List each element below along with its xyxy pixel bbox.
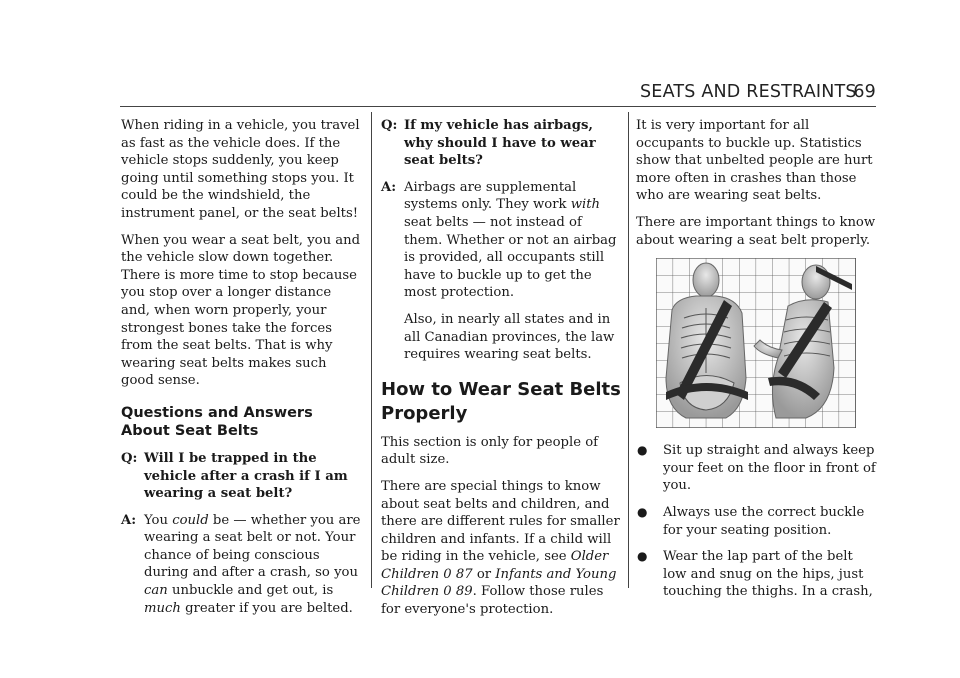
section-heading: How to Wear Seat Belts Properly	[381, 378, 621, 424]
column-2	[381, 117, 621, 628]
question-text: Will I be trapped in the vehicle after a crash if I am wearing a seat belt?	[144, 450, 348, 502]
paragraph: When riding in a vehicle, you travel as fast as the vehicle does. If the vehicle stops suddenly, you keep going until something stops you. It could be the windshield, the instrument panel, or the seat belts!	[121, 118, 360, 221]
question-label: Q:	[121, 450, 138, 466]
answer-continued: Also, in nearly all states and in all Canadian provinces, the law requires wearing seat belts.	[404, 311, 615, 363]
list-item: ● Always use the correct buckle for your seating position.	[637, 504, 865, 538]
paragraph: There are important things to know about wearing a seat belt properly.	[636, 214, 876, 248]
page-reference[interactable]: 0 87	[443, 566, 473, 582]
seat-belt-illustration	[656, 258, 856, 428]
cross-reference-link[interactable]: Older Children	[381, 549, 609, 582]
page-header	[640, 82, 876, 104]
list-item: ● Wear the lap part of the belt low and snug on the hips, just touching the thighs. In a crash,	[637, 549, 873, 600]
bullet-icon: ●	[637, 549, 648, 564]
column-1	[121, 117, 363, 626]
section-title: SEATS AND RESTRAINTS	[640, 82, 857, 102]
answer-text: You could be — whether you are wearing a seat belt or not. Your chance of being conscious during and after a crash, so you can unbuckle and get out, is much greater if you are belted.	[144, 512, 361, 616]
paragraph: When you wear a seat belt, you and the vehicle slow down together. There is more time to stop because you stop over a longer distance and, when worn properly, your strongest bones take the forces from the seat belts. That is why wearing seat belts makes such good sense.	[121, 232, 361, 389]
cross-reference-link[interactable]: Infants and Young Children	[381, 566, 617, 600]
list-item: ● Sit up straight and always keep your feet on the floor in front of you.	[637, 443, 876, 494]
answer	[121, 512, 363, 618]
answer-text: Airbags are supplemental systems only. They work with seat belts — not instead of them. Whether or not an airbag is provided, all occupants still have to buckle up to get the most protection.	[404, 179, 617, 301]
answer-label: A:	[121, 512, 137, 528]
question-label: Q:	[381, 118, 398, 133]
paragraph: This section is only for people of adult size.	[381, 434, 599, 468]
page-number: 69	[853, 82, 876, 102]
header-rule	[120, 106, 876, 107]
column-divider-1	[371, 112, 372, 588]
paragraph: It is very important for all occupants to buckle up. Statistics show that unbelted people are hurt more often in crashes than those who are wearing seat belts.	[636, 118, 873, 204]
column-divider-2	[628, 112, 629, 588]
page-reference[interactable]: 0 89	[443, 584, 473, 600]
question	[121, 450, 363, 503]
question-text: If my vehicle has airbags, why should I have to wear seat belts?	[404, 118, 596, 169]
question	[381, 117, 621, 170]
answer	[381, 179, 621, 302]
bullet-icon: ●	[637, 504, 648, 519]
section-heading: Questions and Answers About Seat Belts	[121, 404, 313, 439]
answer-label: A:	[381, 179, 397, 195]
bullet-icon: ●	[637, 443, 648, 458]
paragraph: There are special things to know about seat belts and children, and there are different rules for smaller children and infants. If a child will be riding in the vehicle, see Older Children 0 87 or Infants and Young Children 0 89. Follow those rules for everyone's protection.	[381, 478, 620, 618]
